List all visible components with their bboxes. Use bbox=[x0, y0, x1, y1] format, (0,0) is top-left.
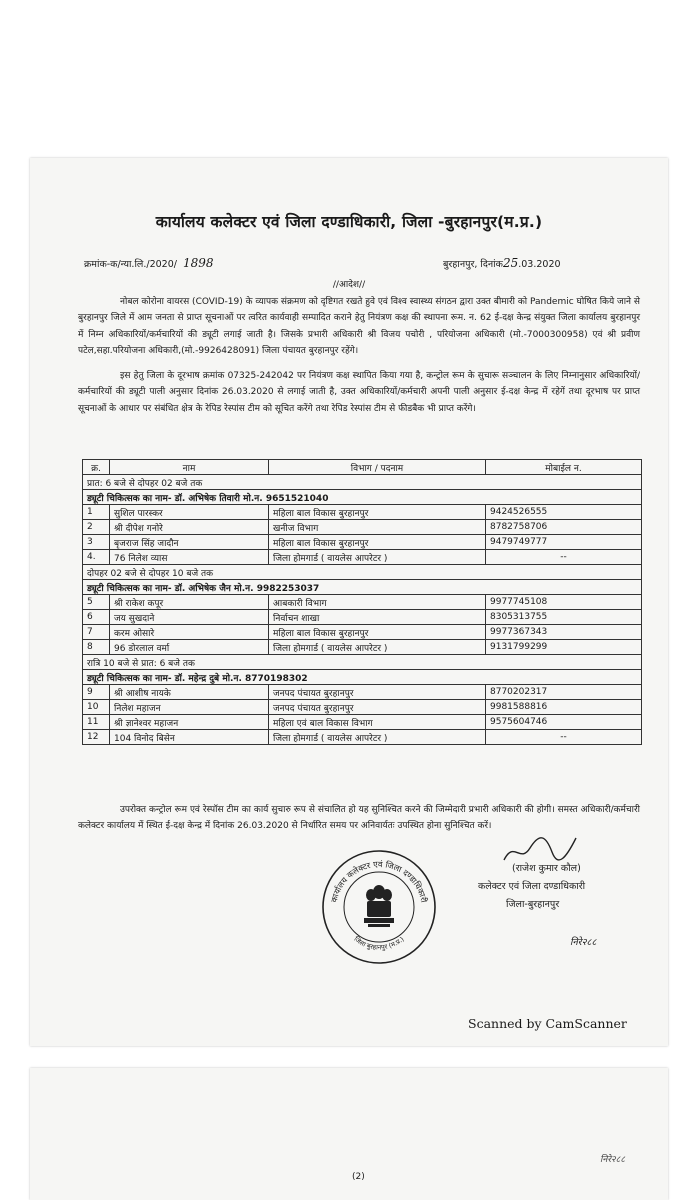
document-title: कार्यालय कलेक्टर एवं जिला दण्डाधिकारी, जिला -बुरहानपुर(म.प्र.) bbox=[155, 213, 543, 231]
table-row: 6 जय सुखदाने निर्वाचन शाखा 8305313755 bbox=[83, 610, 642, 625]
signatory-post: कलेक्टर एवं जिला दण्डाधिकारी bbox=[478, 881, 586, 892]
scanner-watermark: Scanned by CamScanner bbox=[468, 1016, 627, 1031]
viewer-top-area bbox=[0, 0, 675, 150]
table-row: 9 श्री आशीष नायके जनपद पंचायत बुरहानपुर 8770202317 bbox=[83, 685, 642, 700]
shift-row: प्रात: 6 बजे से दोपहर 02 बजे तक bbox=[83, 475, 642, 490]
table-row: 1 सुशिल पारस्कर महिला बाल विकास बुरहानपुर 9424526555 bbox=[83, 505, 642, 520]
table-row: 11 श्री ज्ञानेश्वर महाजन महिला एवं बाल विकास विभाग 9575604746 bbox=[83, 715, 642, 730]
table-row: 4. 76 निलेश व्यास जिला होमगार्ड ( वायलेस आपरेटर ) -- bbox=[83, 550, 642, 565]
document-page-1 bbox=[30, 158, 668, 1046]
svg-text:जिला बुरहानपुर (म.प्र.): जिला बुरहानपुर (म.प्र.) bbox=[352, 935, 406, 952]
signature-block bbox=[478, 860, 596, 952]
duty-roster-table bbox=[82, 459, 642, 745]
doctor-row: ड्यूटी चिकित्सक का नाम- डॉ. अभिषेक जैन मो.न. 9982253037 bbox=[83, 580, 642, 595]
order-heading: //आदेश// bbox=[332, 280, 366, 290]
table-row: 3 बृजराज सिंह जादौन महिला बाल विकास बुरहानपुर 9479749777 bbox=[83, 535, 642, 550]
col-header-serial: क्र. bbox=[83, 460, 110, 475]
col-header-mobile: मोबाईल न. bbox=[486, 460, 642, 475]
doctor-row: ड्यूटी चिकित्सक का नाम- डॉ. महेन्द्र दुबे मो.न. 8770198302 bbox=[83, 670, 642, 685]
table-row: 5 श्री राकेश कपूर आबकारी विभाग 9977745108 bbox=[83, 595, 642, 610]
svg-text:कार्यालय कलेक्टर एवं जिला दण्ड: कार्यालय कलेक्टर एवं जिला दण्डाधिकारी bbox=[328, 858, 430, 904]
handwritten-initials-page2: निरे२८८ bbox=[600, 1155, 626, 1165]
table-row: 10 निलेश महाजन जनपद पंचायत बुरहानपुर 9981588816 bbox=[83, 700, 642, 715]
handwritten-signature bbox=[500, 830, 580, 870]
table-row: 12 104 विनोद बिसेन जिला होमगार्ड ( वायलेस आपरेटर ) -- bbox=[83, 730, 642, 745]
handwritten-date: 25 bbox=[502, 256, 519, 270]
emblem-icon bbox=[364, 885, 394, 927]
office-seal bbox=[320, 848, 438, 966]
signatory-name: (राजेश कुमार कौल) bbox=[512, 863, 581, 874]
place-date: बुरहानपुर, दिनांक25.03.2020 bbox=[443, 256, 561, 270]
signatory-district: जिला-बुरहानपुर bbox=[506, 899, 560, 910]
col-header-name: नाम bbox=[110, 460, 269, 475]
doctor-row: ड्यूटी चिकित्सक का नाम- डॉ. अभिषेक तिवारी मो.न. 9651521040 bbox=[83, 490, 642, 505]
page-number: (2) bbox=[352, 1172, 365, 1182]
order-paragraph-2: इस हेतु जिला के दूरभाष क्रमांक 07325-242042 पर नियंत्रण कक्ष स्थापित किया गया है, कन्ट्रोल रूम के सुचारू सञ्चालन के लिए निम्नानुसार अधिकारियों/कर्मचारियों की ड्यूटी पाली अनुसार दिनांक 26.03.2020 से लगाई जाती है, उक्त अधिकारियों/कर्मचारी अपनी पाली अनुसार ई-दक्ष केन्द्र में रहेगें तथा दूरभाष पर प्राप्त सूचनाओं के आधार पर संबंधित क्षेत्र के रेपिड रेस्पांस टीम को सूचित करेंगे तथा रेपिड रेस्पांस टीम से फीडबैक भी प्राप्त करेंगे। bbox=[78, 371, 640, 414]
col-header-department: विभाग / पदनाम bbox=[269, 460, 486, 475]
table-row: 7 करम ओसारे महिला बाल विकास बुरहानपुर 9977367343 bbox=[83, 625, 642, 640]
table-row: 2 श्री दीपेश गनोरे खनीज विभाग 8782758706 bbox=[83, 520, 642, 535]
handwritten-initials: निरे२८८ bbox=[570, 937, 597, 948]
table-header-row bbox=[83, 460, 642, 475]
reference-number: क्रमांक-क/न्या.लि./2020/ 1898 bbox=[84, 256, 214, 270]
order-paragraph-1: नोबल कोरोना वायरस (COVID-19) के व्यापक संक्रमण को दृष्टिगत रखते हुवे एवं विश्व स्वास्थ्य संगठन द्वारा उक्त बीमारी को Pandemic घोषित किये जाने से बुरहानपुर जिले में आम जनता से प्राप्त सूचनाओं पर त्वरित कार्यवाही सम्पादित कराने हेतु नियंत्रण कक्ष की स्थापना रूम. न. 62 ई-दक्ष केन्द्र संयुक्त जिला कार्यालय बुरहानपुर में निम्न अधिकारियों/कर्मचारियों की ड्यूटी लगाई जाती है। जिसके प्रभारी अधिकारी श्री विजय पचोरी , परियोजना अधिकारी (मो.-7000300958) एवं श्री प्रवीण पटेल,सहा.परियोजना अधिकारी,(मो.-9926428091) जिला पंचायत बुरहानपुर रहेंगे। bbox=[78, 297, 640, 357]
document-page-2 bbox=[30, 1068, 668, 1200]
handwritten-ref-number: 1898 bbox=[182, 256, 214, 270]
shift-row: रात्रि 10 बजे से प्रात: 6 बजे तक bbox=[83, 655, 642, 670]
shift-row: दोपहर 02 बजे से दोपहर 10 बजे तक bbox=[83, 565, 642, 580]
order-paragraph-3: उपरोक्त कन्ट्रोल रूम एवं रेस्पॉस टीम का कार्य सुचारु रूप से संचालित हो यह सुनिश्चित करने की जिम्मेदारी प्रभारी अधिकारी की होगी। समस्त अधिकारी/कर्मचारी कलेक्टर कार्यालय में स्थित ई-दक्ष केन्द्र में दिनांक 26.03.2020 से निर्धारित समय पर अनिवार्यतः उपस्थित होना सुनिश्चित करें। bbox=[78, 805, 640, 832]
table-row: 8 96 डोरलाल वर्मा जिला होमगार्ड ( वायलेस आपरेटर ) 9131799299 bbox=[83, 640, 642, 655]
